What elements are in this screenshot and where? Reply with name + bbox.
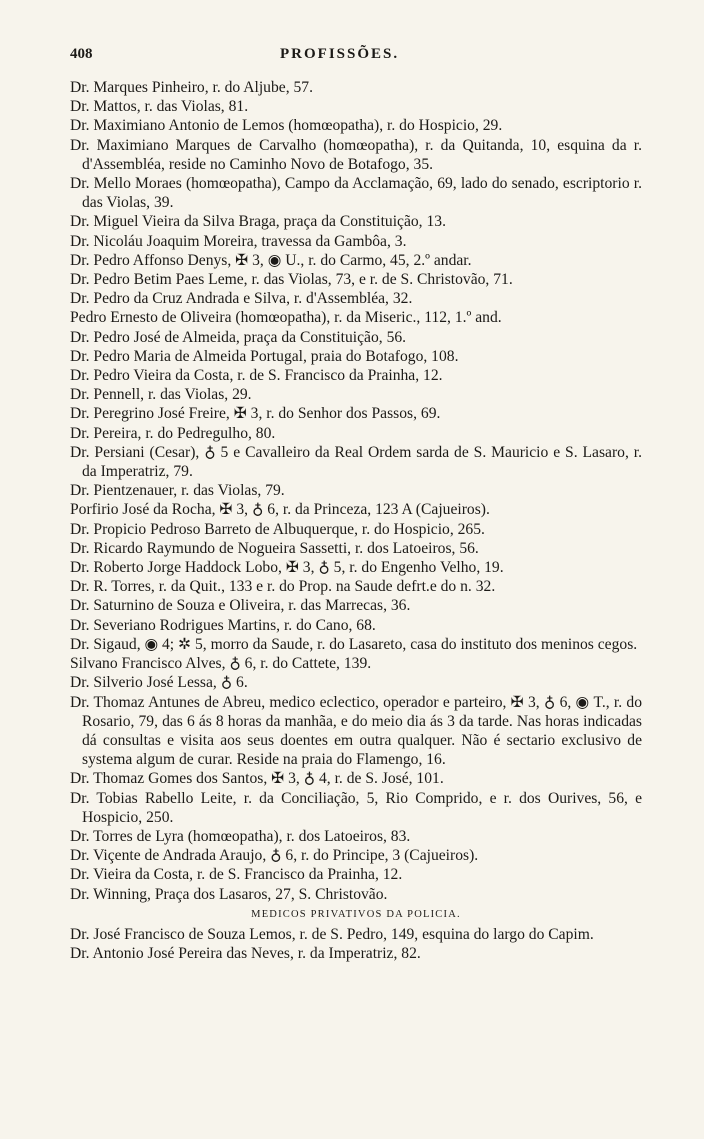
list-item: Dr. Pedro da Cruz Andrada e Silva, r. d'Assembléa, 32. (70, 290, 413, 308)
list-item: Dr. Pedro Maria de Almeida Portugal, praia do Botafogo, 108. (70, 347, 459, 365)
list-item: Dr. Peregrino José Freire, ✠ 3, r. do Senhor dos Passos, 69. (70, 405, 441, 423)
list-item: Dr. Sigaud, ◉ 4; ✲ 5, morro da Saude, r. do Lasareto, casa do instituto dos meninos cegos. (70, 635, 638, 653)
list-item: Dr. Maximiano Antonio de Lemos (homœopatha), r. do Hospicio, 29. (70, 117, 503, 135)
section-heading: MEDICOS PRIVATIVOS DA POLICIA. (251, 908, 461, 920)
list-item: Dr. Pereira, r. do Pedregulho, 80. (70, 424, 276, 442)
list-item: Dr. R. Torres, r. da Quit., 133 e r. do Prop. na Saude defrt.e do n. 32. (70, 578, 496, 596)
list-item: Dr. Pedro Vieira da Costa, r. de S. Francisco da Prainha, 12. (70, 367, 443, 385)
list-item: Dr. Marques Pinheiro, r. do Aljube, 57. (70, 79, 313, 96)
police-doctors-list (70, 925, 642, 963)
list-item: Dr. Pedro Affonso Denys, ✠ 3, ◉ U., r. do Carmo, 45, 2.º andar. (70, 251, 472, 269)
list-item: Dr. Vieira da Costa, r. de S. Francisco da Prainha, 12. (70, 866, 403, 884)
list-item: Dr. Nicoláu Joaquim Moreira, travessa da Gambôa, 3. (70, 232, 407, 250)
list-item: Dr. Thomaz Gomes dos Santos, ✠ 3, ♁ 4, r. de S. José, 101. (70, 770, 444, 788)
list-item: Dr. Winning, Praça dos Lasaros, 27, S. Christovão. (70, 885, 388, 903)
list-item: Dr. Pedro José de Almeida, praça da Constituição, 56. (70, 328, 407, 346)
page-header (70, 46, 642, 76)
entry-list (70, 78, 642, 904)
list-item: Dr. Silverio José Lessa, ♁ 6. (70, 674, 248, 692)
list-item: Porfirio José da Rocha, ✠ 3, ♁ 6, r. da Princeza, 123 A (Cajueiros). (70, 501, 490, 519)
list-item: Dr. Tobias Rabello Leite, r. da Conciliação, 5, Rio Comprido, e r. dos Ourives, 56, e Hospicio, 250. (70, 789, 642, 826)
list-item: Dr. Mello Moraes (homœopatha), Campo da Acclamação, 69, lado do senado, escriptorio r. das Violas, 39. (70, 175, 642, 212)
list-item: Dr. José Francisco de Souza Lemos, r. de S. Pedro, 149, esquina do largo do Capim. (70, 925, 594, 943)
list-item: Dr. Pedro Betim Paes Leme, r. das Violas, 73, e r. de S. Christovão, 71. (70, 271, 513, 289)
list-item: Dr. Propicio Pedroso Barreto de Albuquerque, r. do Hospicio, 265. (70, 520, 485, 538)
list-item: Dr. Saturnino de Souza e Oliveira, r. das Marrecas, 36. (70, 597, 411, 615)
list-item: Dr. Viçente de Andrada Araujo, ♁ 6, r. do Principe, 3 (Cajueiros). (70, 847, 479, 865)
list-item: Dr. Thomaz Antunes de Abreu, medico eclectico, operador e parteiro, ✠ 3, ♁ 6, ◉ T., r. do Rosario, 79, das 6 ás 8 horas da manhãa, e do meio dia ás 3 da tarde. Nas horas indicadas dá consultas e visita aos seus doentes em outra qualquer. Não é sectario exclusivo de systema algum de curar. Reside na praia do Flamengo, 16. (70, 693, 642, 769)
list-item: Dr. Antonio José Pereira das Neves, r. da Imperatriz, 82. (70, 944, 421, 962)
list-item: Dr. Torres de Lyra (homœopatha), r. dos Latoeiros, 83. (70, 827, 411, 845)
list-item: Pedro Ernesto de Oliveira (homœopatha), r. da Miseric., 112, 1.º and. (70, 309, 502, 327)
list-item: Dr. Mattos, r. das Violas, 81. (70, 98, 249, 116)
list-item: Dr. Miguel Vieira da Silva Braga, praça da Constituição, 13. (70, 213, 446, 231)
list-item: Dr. Pientzenauer, r. das Violas, 79. (70, 482, 285, 500)
list-item: Dr. Pennell, r. das Violas, 29. (70, 386, 252, 404)
page-number: 408 (70, 46, 93, 62)
list-item: Silvano Francisco Alves, ♁ 6, r. do Cattete, 139. (70, 655, 372, 673)
list-item: Dr. Maximiano Marques de Carvalho (homœopatha), r. da Quitanda, 10, esquina da r. d'Assembléa, reside no Caminho Novo de Botafogo, 35. (70, 136, 642, 173)
list-item: Dr. Ricardo Raymundo de Nogueira Sassetti, r. dos Latoeiros, 56. (70, 539, 479, 557)
list-item: Dr. Roberto Jorge Haddock Lobo, ✠ 3, ♁ 5, r. do Engenho Velho, 19. (70, 559, 504, 577)
list-item: Dr. Severiano Rodrigues Martins, r. do Cano, 68. (70, 616, 376, 634)
running-title: PROFISSÕES. (280, 46, 400, 62)
list-item: Dr. Persiani (Cesar), ♁ 5 e Cavalleiro da Real Ordem sarda de S. Mauricio e S. Lasaro, r. da Imperatriz, 79. (70, 443, 642, 481)
